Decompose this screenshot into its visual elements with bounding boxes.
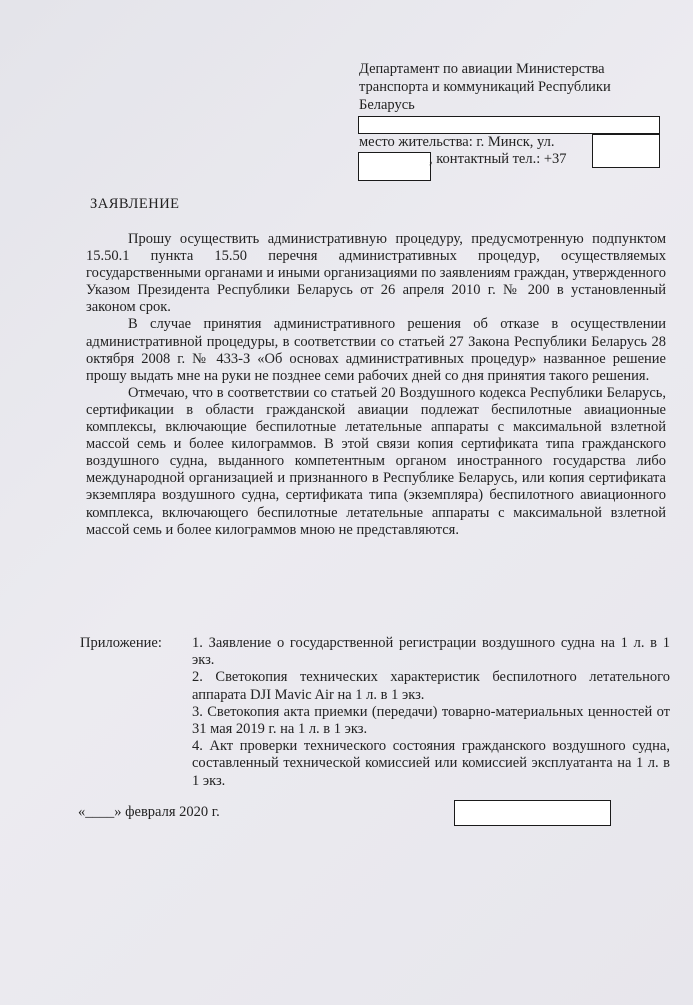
redacted-house (358, 152, 431, 181)
document-date: «____» февраля 2020 г. (78, 804, 220, 820)
addressee-department: Департамент по авиации Министерства транспорта и коммуникаций Республики Беларусь (359, 61, 611, 113)
applicant-residence: место жительства: г. Минск, ул. (359, 134, 555, 150)
applicant-contact: , контактный тел.: +37 (429, 151, 567, 167)
attachments-list (192, 635, 670, 790)
paragraph-refusal: В случае принятия административного решения об отказе в осуществлении административной процедуры, в соответствии со статьей 27 Закона Республики Беларусь 28 октября 2008 г. № 433-З «Об основах административных процедур» названное решение прошу выдать мне на руки не позднее семи рабочих дней со дня принятия такого решения. (86, 316, 666, 384)
document-title: ЗАЯВЛЕНИЕ (90, 196, 180, 212)
paragraph-certification: Отмечаю, что в соответствии со статьей 20 Воздушного кодекса Республики Беларусь, сертификации в области гражданской авиации подлежат беспилотные авиационные комплексы, включающие беспилотные летательные аппараты с максимальной взлетной массой семь и более килограммов. В этой связи копия сертификата типа гражданского воздушного судна, выданного компетентным органом иностранного государства либо международной организацией и признанного в Республике Беларусь, или копия сертификата экземпляра воздушного судна, сертификата типа (экземпляра) беспилотного авиационного комплекса, включающего беспилотные летательные аппараты с максимальной взлетной массой семь и более килограммов мною не представляются. (86, 384, 666, 538)
redacted-signature (454, 800, 611, 826)
attachment-item: 2. Светокопия технических характеристик беспилотного летательного аппарата DJI Mavic Air на 1 л. в 1 экз. (192, 669, 670, 703)
paragraph-request: Прошу осуществить административную процедуру, предусмотренную подпунктом 15.50.1 пункта 15.50 перечня административных процедур, осуществляемых государственными органами и иными организациями по заявлениям граждан, утвержденного Указом Президента Республики Беларусь от 26 апреля 2010 г. № 200 в установленный законом срок. (86, 231, 666, 316)
redacted-name (358, 116, 660, 134)
document-body (86, 231, 666, 539)
attachment-item: 1. Заявление о государственной регистрации воздушного судна на 1 л. в 1 экз. (192, 635, 670, 669)
attachments-label: Приложение: (80, 635, 162, 651)
attachment-item: 3. Светокопия акта приемки (передачи) товарно-материальных ценностей от 31 мая 2019 г. на 1 л. в 1 экз. (192, 703, 670, 738)
redacted-street (592, 134, 660, 168)
attachment-item: 4. Акт проверки технического состояния гражданского воздушного судна, составленный технической комиссией или комиссией эксплуатанта на 1 л. в 1 экз. (192, 738, 670, 789)
